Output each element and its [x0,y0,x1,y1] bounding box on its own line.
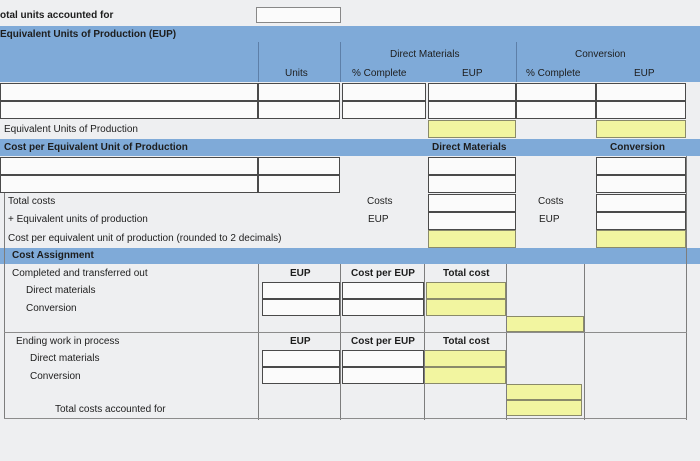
col-conversion: Conversion [575,49,626,60]
eup-row2-cv-pct-input[interactable] [516,101,596,119]
completed-cost-per-eup-header: Cost per EUP [351,268,415,279]
completed-eup-header: EUP [290,268,311,279]
completed-dm-cost-input[interactable] [342,282,424,299]
grid-line [506,264,507,420]
ending-cv-label: Conversion [30,371,81,382]
cv-costs-label: Costs [538,196,564,207]
column-header-band [0,42,700,82]
cost-per-eup-dm-header: Direct Materials [432,142,507,153]
cost-assignment-band [0,248,700,264]
eup-row1-cv-eup-input[interactable] [596,83,686,101]
col-direct-materials: Direct Materials [390,49,460,60]
ending-dm-eup-input[interactable] [262,350,340,367]
cost-row1-units-input[interactable] [258,157,340,175]
eup-row1-units-input[interactable] [258,83,340,101]
eup-row2-dm-pct-input[interactable] [342,101,426,119]
col-dm-eup: EUP [462,68,483,79]
total-units-input[interactable] [256,7,341,23]
cost-row2-label-input[interactable] [0,175,258,193]
cv-eup-input[interactable] [596,212,686,230]
cost-row1-dm-input[interactable] [428,157,516,175]
cost-row1-label-input[interactable] [0,157,258,175]
eup-row1-dm-pct-input[interactable] [342,83,426,101]
ending-cv-total[interactable] [424,367,506,384]
dm-costs-label: Costs [367,196,393,207]
total-costs-label: Total costs [8,196,56,207]
col-units: Units [285,68,308,79]
total-costs-accounted-label: Total costs accounted for [55,404,166,415]
col-cv-eup: EUP [634,68,655,79]
grid-line [340,264,341,420]
ending-total-cost-header: Total cost [443,336,490,347]
ending-eup-header: EUP [290,336,311,347]
grid-line [258,264,259,420]
eup-row2-label-input[interactable] [0,101,258,119]
completed-transferred-label: Completed and transferred out [12,268,148,279]
divide-eup-label: + Equivalent units of production [8,214,148,225]
completed-cv-label: Conversion [26,303,77,314]
dm-eup-label: EUP [368,214,389,225]
completed-cv-cost-input[interactable] [342,299,424,316]
cv-total-costs-input[interactable] [596,194,686,212]
cost-per-eup-title: Cost per Equivalent Unit of Production [4,142,188,153]
grid-line [4,193,5,418]
cost-per-unit-label: Cost per equivalent unit of production (rounded to 2 decimals) [8,233,282,244]
cv-cost-per-unit[interactable] [596,230,686,248]
ending-cost-per-eup-header: Cost per EUP [351,336,415,347]
cost-assignment-title: Cost Assignment [12,250,94,261]
eup-row1-label-input[interactable] [0,83,258,101]
dm-cost-per-unit[interactable] [428,230,516,248]
eup-row2-units-input[interactable] [258,101,340,119]
cost-row2-units-input[interactable] [258,175,340,193]
completed-total[interactable] [506,316,584,332]
header-divider [340,42,341,82]
completed-cv-total[interactable] [426,299,506,316]
completed-cv-eup-input[interactable] [262,299,340,316]
completed-dm-label: Direct materials [26,285,96,296]
total-units-label: otal units accounted for [0,10,114,21]
ending-wip-label: Ending work in process [16,336,120,347]
completed-dm-total[interactable] [426,282,506,299]
eup-total-cv[interactable] [596,120,686,138]
eup-row2-dm-eup-input[interactable] [428,101,516,119]
cost-row2-dm-input[interactable] [428,175,516,193]
header-divider [516,42,517,82]
grid-line [4,418,687,419]
dm-eup-input[interactable] [428,212,516,230]
eup-row1-cv-pct-input[interactable] [516,83,596,101]
dm-total-costs-input[interactable] [428,194,516,212]
header-divider [258,42,259,82]
ending-total[interactable] [506,384,582,400]
cost-row1-cv-input[interactable] [596,157,686,175]
cost-per-eup-cv-header: Conversion [610,142,666,153]
grid-line [424,264,425,420]
grid-line [584,264,585,420]
grid-line [4,332,687,333]
eup-total-dm[interactable] [428,120,516,138]
ending-cv-eup-input[interactable] [262,367,340,384]
total-costs-accounted[interactable] [506,400,582,416]
eup-row1-dm-eup-input[interactable] [428,83,516,101]
eup-row2-cv-eup-input[interactable] [596,101,686,119]
col-cv-pct-complete: % Complete [526,68,581,79]
ending-cv-cost-input[interactable] [342,367,424,384]
ending-dm-cost-input[interactable] [342,350,424,367]
grid-line [686,156,687,420]
ending-dm-total[interactable] [424,350,506,367]
completed-dm-eup-input[interactable] [262,282,340,299]
eup-total-label: Equivalent Units of Production [4,124,138,135]
cv-eup-label: EUP [539,214,560,225]
ending-dm-label: Direct materials [30,353,100,364]
col-dm-pct-complete: % Complete [352,68,407,79]
cost-row2-cv-input[interactable] [596,175,686,193]
completed-total-cost-header: Total cost [443,268,490,279]
eup-section-title: Equivalent Units of Production (EUP) [0,29,177,40]
